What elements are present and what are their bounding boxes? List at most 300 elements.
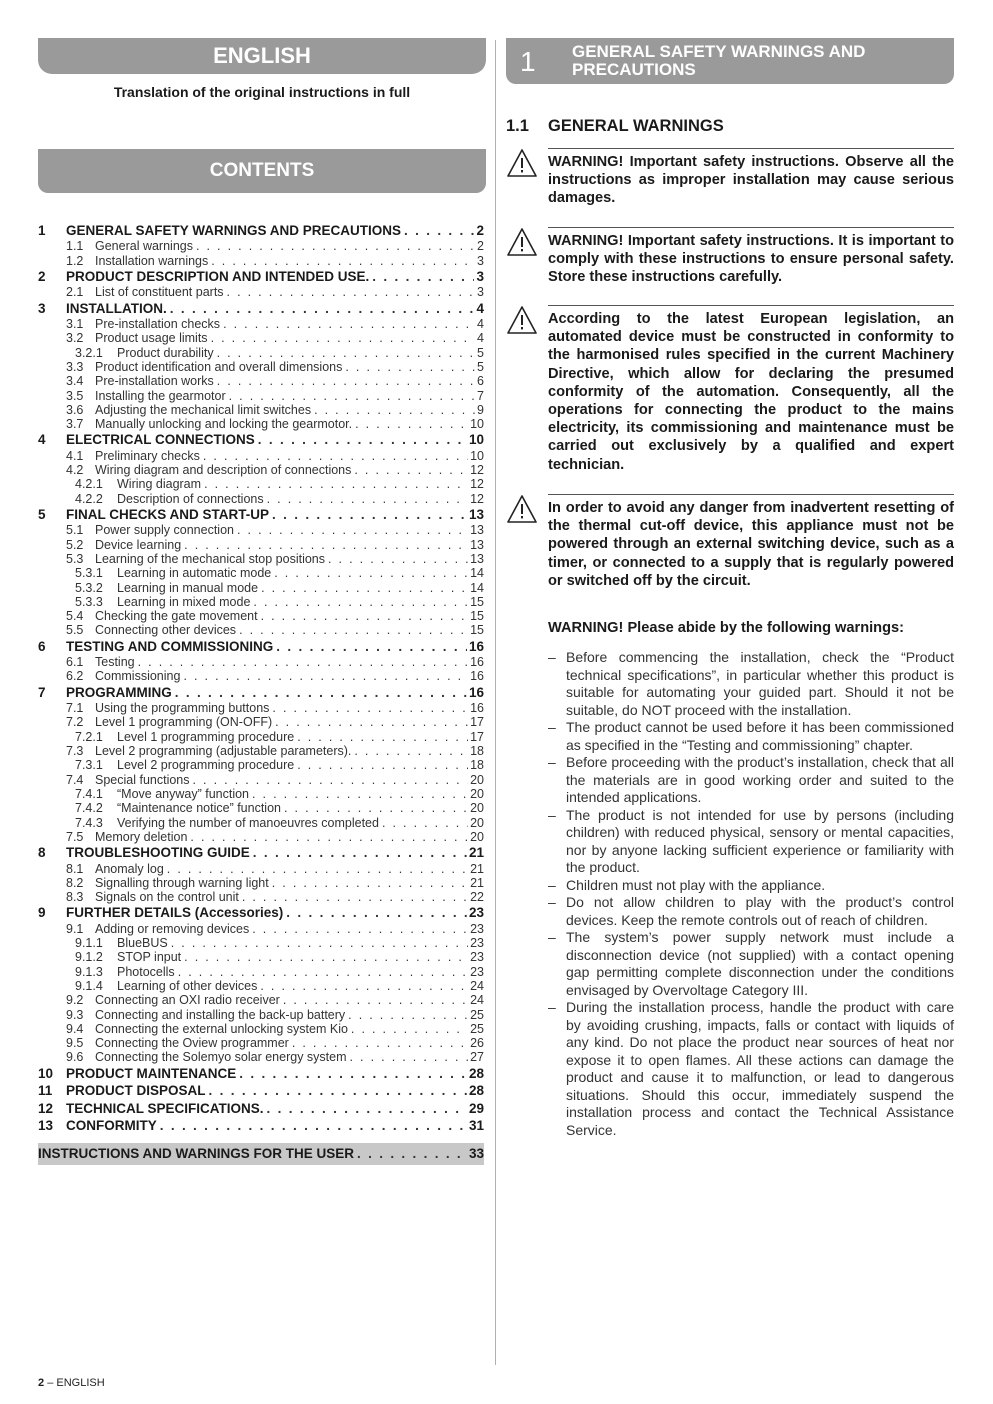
toc-number: 13 <box>38 1117 54 1133</box>
toc-number: 1.1 <box>66 239 84 254</box>
toc-leader <box>292 1036 468 1050</box>
toc-leader <box>272 876 468 890</box>
toc-entry[interactable] <box>38 222 484 239</box>
toc-page: 20 <box>470 786 484 801</box>
toc-entry[interactable] <box>38 830 484 844</box>
toc-page: 23 <box>470 964 484 979</box>
toc-number: 5.3.1 <box>75 566 103 581</box>
toc-entry[interactable] <box>38 285 484 299</box>
toc-label: Wiring diagram <box>117 477 202 492</box>
toc-entry[interactable] <box>38 950 484 964</box>
toc-number: 7.3 <box>66 744 84 759</box>
list-item: – The product is not intended for use by persons (including children) with reduced physical, sensory or mental capacities, nor by anyone lacking sufficient experience or familiarity with the product. <box>548 807 954 877</box>
toc-entry[interactable] <box>38 552 484 566</box>
toc-number: 7.4.3 <box>75 815 103 830</box>
toc-leader <box>160 1117 467 1134</box>
list-item: – Children must not play with the appliance. <box>548 877 954 895</box>
toc-page: 13 <box>468 507 484 523</box>
toc-label: Learning in manual mode <box>117 580 259 595</box>
toc-leader <box>239 1065 467 1082</box>
toc-page: 3 <box>477 285 484 300</box>
toc-number: 3.2 <box>66 331 84 346</box>
subtitle: Translation of the original instructions in full <box>113 84 411 100</box>
toc-label: INSTALLATION. <box>66 300 167 316</box>
toc-leader <box>253 595 468 609</box>
toc-page: 16 <box>468 684 484 700</box>
page-number: 2 <box>38 1377 45 1389</box>
toc-entry[interactable] <box>38 477 484 491</box>
toc-page: 23 <box>470 921 484 936</box>
toc-number: 5.3.2 <box>75 580 103 595</box>
toc-label: Testing <box>95 655 135 670</box>
toc-number: 4.2 <box>66 463 84 478</box>
toc-label: Installation warnings <box>95 253 209 268</box>
toc-page: 24 <box>470 993 484 1008</box>
toc-user-section[interactable] <box>38 1143 484 1165</box>
toc-leader <box>372 268 474 285</box>
toc-number: 7.4.1 <box>75 786 103 801</box>
toc-number: 7.1 <box>66 701 84 716</box>
toc-entry[interactable] <box>38 331 484 345</box>
toc-entry[interactable] <box>38 609 484 623</box>
toc-leader <box>286 904 467 921</box>
toc-page: 23 <box>470 950 484 965</box>
toc-number: 12 <box>38 1100 54 1116</box>
toc-label: Memory deletion <box>95 829 188 844</box>
toc-leader <box>211 254 475 268</box>
toc-page: 16 <box>470 669 484 684</box>
toc-leader <box>350 1050 469 1064</box>
toc-leader <box>190 830 468 844</box>
toc-leader <box>260 979 468 993</box>
toc-number: 5.2 <box>66 537 84 552</box>
toc-page: 13 <box>470 523 484 538</box>
toc-label: Connecting the external unlocking system Kio <box>95 1021 348 1036</box>
toc-label: List of constituent parts <box>95 285 224 300</box>
warning-list <box>548 649 954 1139</box>
toc-entry[interactable] <box>38 787 484 801</box>
toc-number: 5.5 <box>66 623 84 638</box>
toc-page: 12 <box>470 463 484 478</box>
toc-entry[interactable] <box>38 758 484 772</box>
toc-entry[interactable] <box>38 449 484 463</box>
toc-number: 9.6 <box>66 1050 84 1065</box>
toc-page: 25 <box>470 1007 484 1022</box>
toc-page: 4 <box>476 300 484 316</box>
toc-leader <box>355 417 468 431</box>
toc-label: Pre-installation works <box>95 374 214 389</box>
toc-leader <box>209 1082 467 1099</box>
toc-leader <box>193 773 469 787</box>
toc-leader <box>217 346 475 360</box>
toc-entry[interactable] <box>38 360 484 374</box>
toc-leader <box>170 300 475 317</box>
toc-number: 9.5 <box>66 1036 84 1051</box>
toc-entry[interactable] <box>38 801 484 815</box>
toc-number: 8.2 <box>66 875 84 890</box>
toc-page: 29 <box>468 1100 484 1116</box>
toc-label: Description of connections <box>117 491 264 506</box>
toc-leader <box>354 744 468 758</box>
toc-label: Checking the gate movement <box>95 609 258 624</box>
toc-leader <box>178 965 468 979</box>
toc-leader <box>184 538 468 552</box>
toc-page: 16 <box>470 701 484 716</box>
toc-entry[interactable] <box>38 506 484 523</box>
toc-label: TROUBLESHOOTING GUIDE <box>66 845 250 861</box>
warning-text: WARNING! Important safety instructions. Observe all the instructions as improper installation may cause serious damages. <box>548 154 954 207</box>
toc-entry[interactable] <box>38 744 484 758</box>
toc-label: PRODUCT DESCRIPTION AND INTENDED USE. <box>66 268 370 284</box>
toc-page: 3 <box>477 253 484 268</box>
toc-entry[interactable] <box>38 876 484 890</box>
toc-leader <box>348 1008 468 1022</box>
toc-label: Using the programming buttons <box>95 701 270 716</box>
toc-number: 4.2.1 <box>75 477 103 492</box>
list-item: – Do not allow children to play with the product’s control devices. Keep the remote controls out of reach of children. <box>548 894 954 929</box>
toc-label: Level 1 programming procedure <box>117 729 295 744</box>
toc-label: Level 2 programming (adjustable parameters). <box>95 744 352 759</box>
list-item: – Before proceeding with the product’s installation, check that all the materials are in good working order and suited to the intended applications. <box>548 754 954 807</box>
toc-page: 24 <box>470 978 484 993</box>
toc-number: 8.1 <box>66 861 84 876</box>
toc-entry[interactable] <box>38 417 484 431</box>
page-footer <box>38 1377 105 1389</box>
toc-entry[interactable] <box>38 638 484 655</box>
toc-entry[interactable] <box>38 492 484 506</box>
toc-entry[interactable] <box>38 595 484 609</box>
toc-entry[interactable] <box>38 403 484 417</box>
column-divider <box>495 40 496 1365</box>
toc-number: 3.3 <box>66 359 84 374</box>
toc-number: 4.1 <box>66 448 84 463</box>
toc-number: 3.7 <box>66 417 84 432</box>
toc-entry[interactable] <box>38 730 484 744</box>
toc-label: PRODUCT DISPOSAL <box>66 1083 206 1099</box>
toc-label: Learning of other devices <box>117 978 258 993</box>
toc-number: 4.2.2 <box>75 491 103 506</box>
toc-leader <box>267 1100 467 1117</box>
language-banner: ENGLISH <box>38 38 486 74</box>
toc-label: Learning of the mechanical stop positions <box>95 552 326 566</box>
toc-entry[interactable] <box>38 773 484 787</box>
toc-label: INSTRUCTIONS AND WARNINGS FOR THE USER <box>38 1146 355 1162</box>
toc-page: 15 <box>470 594 484 609</box>
toc-label: Signals on the control unit <box>95 890 239 905</box>
toc-number: 5.1 <box>66 523 84 538</box>
toc-leader <box>272 506 467 523</box>
toc-label: Preliminary checks <box>95 448 200 463</box>
toc-page: 33 <box>468 1146 484 1162</box>
toc-leader <box>237 523 468 537</box>
toc-page: 4 <box>477 317 484 332</box>
toc-entry[interactable] <box>38 538 484 552</box>
toc-page: 5 <box>477 359 484 374</box>
toc-page: 23 <box>470 936 484 951</box>
toc-label: Special functions <box>95 772 190 787</box>
toc-page: 10 <box>470 448 484 463</box>
toc-label: Power supply connection <box>95 523 234 538</box>
toc-number: 7.4 <box>66 772 84 787</box>
toc-entry[interactable] <box>38 566 484 580</box>
toc-entry[interactable] <box>38 1022 484 1036</box>
toc-entry[interactable] <box>38 1065 484 1082</box>
toc-leader <box>167 862 468 876</box>
toc-label: BlueBUS <box>117 936 168 951</box>
toc-entry[interactable] <box>38 623 484 637</box>
warning-rule <box>548 148 954 149</box>
abide-heading: WARNING! Please abide by the following warnings: <box>548 620 904 636</box>
toc-entry[interactable] <box>38 1082 484 1099</box>
toc-entry[interactable] <box>38 523 484 537</box>
toc-number: 9.4 <box>66 1021 84 1036</box>
warning-triangle-icon <box>506 227 538 257</box>
toc-leader <box>217 374 475 388</box>
toc-page: 21 <box>468 845 484 861</box>
toc-page: 4 <box>477 331 484 346</box>
toc-label: ELECTRICAL CONNECTIONS <box>66 432 255 448</box>
toc-entry[interactable] <box>38 1008 484 1022</box>
toc-number: 9 <box>38 905 46 921</box>
toc-entry[interactable] <box>38 1117 484 1134</box>
toc-page: 7 <box>477 388 484 403</box>
toc-entry[interactable] <box>38 431 484 448</box>
toc-leader <box>275 715 468 729</box>
toc-number: 7.3.1 <box>75 758 103 773</box>
toc-leader <box>229 389 475 403</box>
toc-page: 18 <box>470 744 484 759</box>
toc-label: General warnings <box>95 239 193 254</box>
toc-number: 6.2 <box>66 669 84 684</box>
toc-page: 2 <box>476 223 484 238</box>
toc-number: 3.4 <box>66 374 84 389</box>
toc-number: 7.4.2 <box>75 801 103 816</box>
toc-leader <box>239 623 468 637</box>
toc-leader <box>283 993 468 1007</box>
toc-entry[interactable] <box>38 965 484 979</box>
toc-entry[interactable] <box>38 1100 484 1117</box>
contents-banner: CONTENTS <box>38 149 486 193</box>
toc-label: Pre-installation checks <box>95 317 221 332</box>
list-item: – Before commencing the installation, check the “Product technical specifications”, in particular whether this product is suitable for automating your guided part. Should it not be suitable, do NOT proceed with the installation. <box>548 649 954 719</box>
toc-page: 25 <box>470 1021 484 1036</box>
warning-triangle-icon <box>506 494 538 524</box>
toc-page: 15 <box>470 609 484 624</box>
toc-page: 21 <box>470 861 484 876</box>
toc-entry[interactable] <box>38 890 484 904</box>
toc-leader <box>328 552 468 566</box>
toc-number: 5 <box>38 507 46 523</box>
toc-page: 10 <box>470 417 484 432</box>
toc-label: TESTING AND COMMISSIONING <box>66 638 274 654</box>
toc-page: 17 <box>470 715 484 730</box>
toc-label: FINAL CHECKS AND START-UP <box>66 507 270 523</box>
toc-entry[interactable] <box>38 254 484 268</box>
table-of-contents <box>38 222 484 1165</box>
toc-label: Level 2 programming procedure <box>117 758 295 773</box>
warning-rule <box>548 227 954 228</box>
toc-entry[interactable] <box>38 904 484 921</box>
toc-number: 3 <box>38 300 46 316</box>
toc-number: 2.1 <box>66 285 84 300</box>
toc-entry[interactable] <box>38 655 484 669</box>
toc-page: 14 <box>470 566 484 581</box>
warning-text: In order to avoid any danger from inadvertent resetting of the thermal cut-off device, this appliance must not be powered through an external switching device, such as a timer, or connected to a supply that is regularly powered or switched off by the circuit. <box>548 500 954 589</box>
toc-leader <box>272 701 468 715</box>
toc-page: 14 <box>470 580 484 595</box>
toc-label: Connecting the Oview programmer <box>95 1036 289 1051</box>
toc-entry[interactable] <box>38 936 484 950</box>
toc-leader <box>261 609 469 623</box>
toc-page: 20 <box>470 772 484 787</box>
toc-label: Commissioning <box>95 669 181 684</box>
toc-label: CONFORMITY <box>66 1117 157 1133</box>
toc-page: 16 <box>468 638 484 654</box>
toc-number: 3.2.1 <box>75 345 103 360</box>
warning-rule <box>548 305 954 306</box>
toc-label: PROGRAMMING <box>66 684 172 700</box>
toc-number: 10 <box>38 1065 54 1081</box>
toc-page: 10 <box>468 432 484 448</box>
toc-label: Manually unlocking and locking the gearmotor. <box>95 417 353 432</box>
toc-number: 5.3 <box>66 552 84 566</box>
toc-label: Adjusting the mechanical limit switches <box>95 402 312 417</box>
toc-page: 12 <box>470 477 484 492</box>
toc-number: 7 <box>38 684 46 700</box>
list-item: – The product cannot be used before it has been commissioned as specified in the “Testing and commissioning” chapter. <box>548 719 954 754</box>
section-number: 1 <box>520 46 536 77</box>
toc-leader <box>357 1143 467 1165</box>
toc-label: Connecting and installing the back-up battery <box>95 1007 346 1022</box>
toc-label: PRODUCT MAINTENANCE <box>66 1065 237 1081</box>
toc-number: 11 <box>38 1083 53 1099</box>
toc-number: 9.1.4 <box>75 978 103 993</box>
toc-page: 13 <box>470 537 484 552</box>
toc-label: FURTHER DETAILS (Accessories) <box>66 905 284 921</box>
warning-triangle-icon <box>506 305 538 335</box>
toc-number: 8 <box>38 845 46 861</box>
warning-triangle-icon <box>506 148 538 178</box>
toc-leader <box>345 360 475 374</box>
toc-page: 3 <box>476 268 484 284</box>
toc-entry[interactable] <box>38 317 484 331</box>
toc-entry[interactable] <box>38 389 484 403</box>
toc-leader <box>297 730 468 744</box>
toc-number: 1 <box>38 223 46 238</box>
toc-entry[interactable] <box>38 669 484 683</box>
footer-language: – ENGLISH <box>47 1377 105 1389</box>
toc-entry[interactable] <box>38 300 484 317</box>
toc-entry[interactable] <box>38 844 484 861</box>
toc-number: 3.5 <box>66 388 84 403</box>
toc-page: 16 <box>470 655 484 670</box>
toc-number: 9.1.1 <box>75 936 103 951</box>
toc-page: 27 <box>470 1050 484 1065</box>
toc-number: 8.3 <box>66 890 84 905</box>
toc-leader <box>297 758 468 772</box>
toc-label: “Maintenance notice” function <box>117 801 281 816</box>
toc-leader <box>258 431 467 448</box>
toc-leader <box>211 331 475 345</box>
toc-entry[interactable] <box>38 922 484 936</box>
toc-label: TECHNICAL SPECIFICATIONS. <box>66 1100 264 1116</box>
toc-entry[interactable] <box>38 463 484 477</box>
toc-entry[interactable] <box>38 346 484 360</box>
toc-leader <box>184 950 468 964</box>
toc-leader <box>252 922 468 936</box>
toc-entry[interactable] <box>38 993 484 1007</box>
toc-leader <box>252 787 468 801</box>
list-item: – During the installation process, handle the product with care by avoiding crushing, impacts, falls or contact with liquids of any kind. Do not place the product near sources of heat nor expose it to open flames. All these actions can damage the product and cause it to malfunction, or lead to dangerous situations. Should this occur, immediately suspend the installation process and contact the Technical Assistance Service. <box>548 999 954 1139</box>
toc-leader <box>223 317 475 331</box>
toc-page: 23 <box>468 905 484 921</box>
toc-entry[interactable] <box>38 239 484 253</box>
toc-page: 20 <box>470 829 484 844</box>
toc-number: 6.1 <box>66 655 84 670</box>
subsection-title: GENERAL WARNINGS <box>548 117 724 135</box>
toc-entry[interactable] <box>38 701 484 715</box>
toc-label: Product identification and overall dimensions <box>95 359 343 374</box>
toc-label: STOP input <box>117 950 182 965</box>
toc-page: 12 <box>470 491 484 506</box>
toc-page: 20 <box>470 815 484 830</box>
warning-text: WARNING! Important safety instructions. It is important to comply with these instructions to ensure personal safety. Store these instructions carefully. <box>548 233 954 286</box>
toc-entry[interactable] <box>38 816 484 830</box>
toc-label: Level 1 programming (ON-OFF) <box>95 715 273 730</box>
toc-number: 9.3 <box>66 1007 84 1022</box>
toc-label: Product usage limits <box>95 331 208 346</box>
toc-entry[interactable] <box>38 979 484 993</box>
toc-label: Adding or removing devices <box>95 921 250 936</box>
toc-entry[interactable] <box>38 374 484 388</box>
toc-label: Wiring diagram and description of connections <box>95 463 352 478</box>
toc-label: Installing the gearmotor <box>95 388 226 403</box>
toc-page: 17 <box>470 729 484 744</box>
toc-page: 21 <box>470 875 484 890</box>
toc-number: 9.1.2 <box>75 950 103 965</box>
toc-entry[interactable] <box>38 1050 484 1064</box>
toc-leader <box>267 492 468 506</box>
toc-number: 4 <box>38 432 46 448</box>
toc-label: Product durability <box>117 345 214 360</box>
toc-leader <box>242 890 468 904</box>
toc-leader <box>204 477 468 491</box>
toc-leader <box>274 566 468 580</box>
subsection-heading <box>506 117 724 136</box>
toc-leader <box>227 285 476 299</box>
section-banner <box>506 38 954 84</box>
toc-page: 9 <box>477 402 484 417</box>
toc-entry[interactable] <box>38 268 484 285</box>
toc-leader <box>175 684 467 701</box>
warning-rule <box>548 494 954 495</box>
toc-number: 5.4 <box>66 609 84 624</box>
toc-page: 20 <box>470 801 484 816</box>
toc-page: 2 <box>477 239 484 254</box>
toc-number: 6 <box>38 638 46 654</box>
toc-page: 22 <box>470 890 484 905</box>
toc-leader <box>171 936 468 950</box>
toc-entry[interactable] <box>38 684 484 701</box>
warning-text: According to the latest European legislation, an automated device must be constructed in conformity to the harmonised rules specified in the current Machinery Directive, which allow for declaring the presumed conformity of the automation. Consequently, all the operations for connecting the product to the mains electricity, its commissioning and maintenance must be carried out exclusively by a qualified and expert technician. <box>548 311 954 473</box>
toc-page: 28 <box>468 1065 484 1081</box>
toc-label: Connecting other devices <box>95 623 237 638</box>
toc-entry[interactable] <box>38 1036 484 1050</box>
toc-label: Connecting an OXI radio receiver <box>95 993 280 1008</box>
toc-entry[interactable] <box>38 862 484 876</box>
toc-entry[interactable] <box>38 581 484 595</box>
toc-entry[interactable] <box>38 715 484 729</box>
